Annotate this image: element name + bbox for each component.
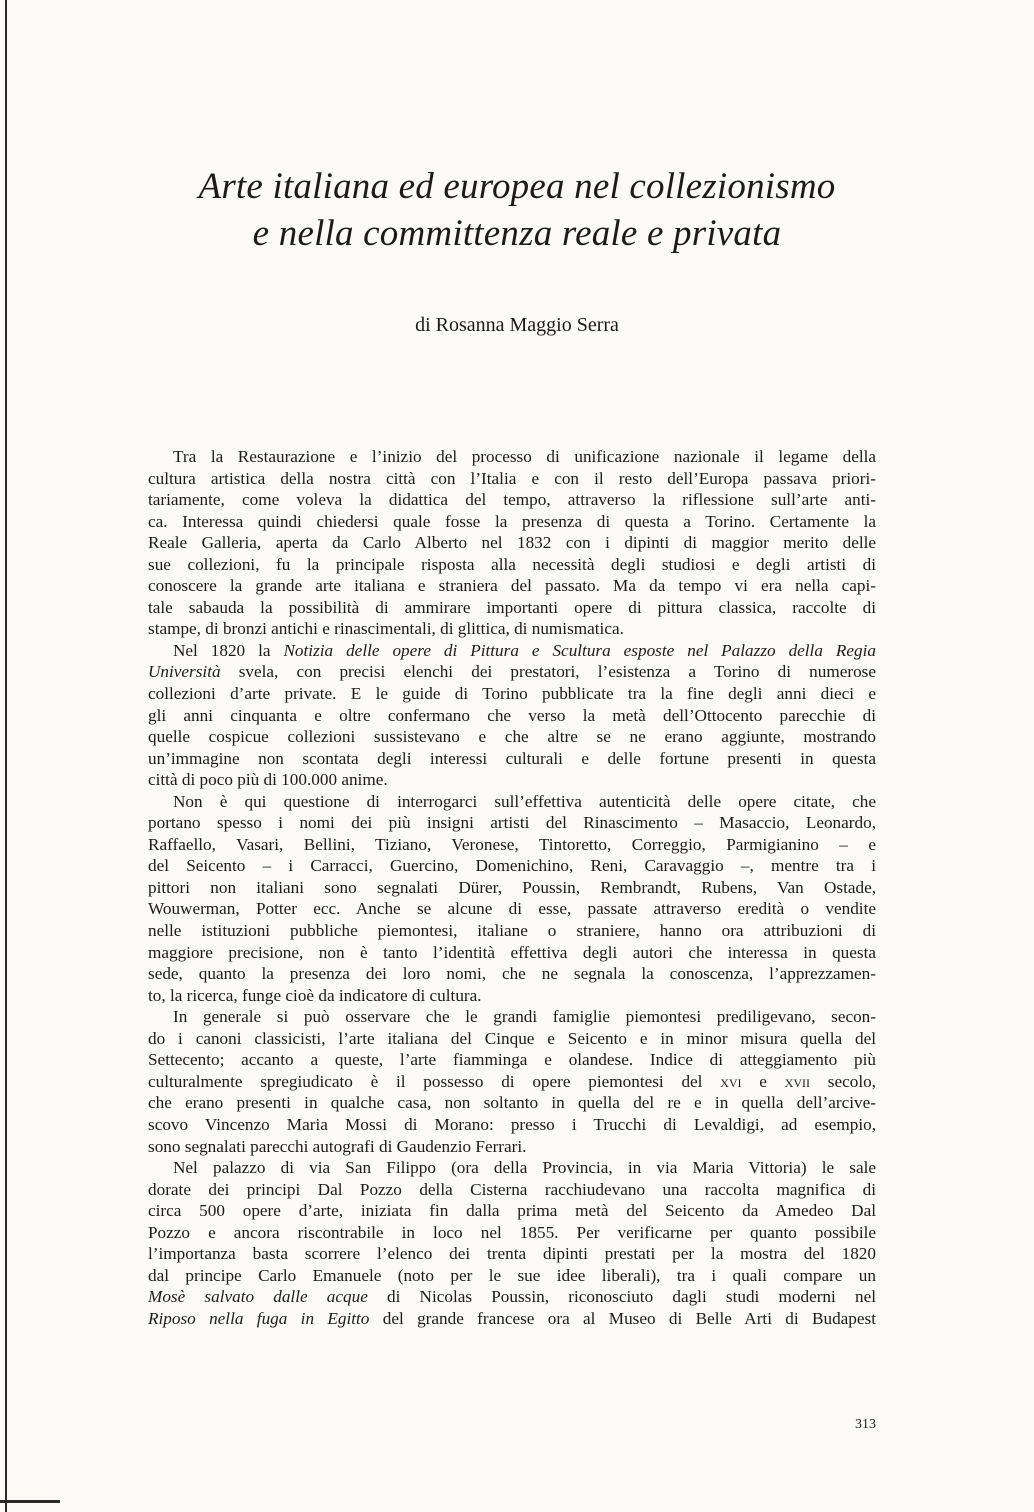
body-line	[148, 1286, 876, 1308]
body-line: portano spesso i nomi dei più insigni artisti del Rinascimento – Masaccio, Leonardo,	[148, 813, 876, 833]
article-body	[148, 446, 876, 1329]
body-line: città di poco più di 100.000 anime.	[148, 770, 388, 790]
body-line: che erano presenti in qualche casa, non soltanto in quella del re e in quella dell’arcive-	[148, 1093, 876, 1113]
body-text-run: culturalmente spregiudicato è il possesso di opere piemontesi del	[148, 1071, 721, 1091]
body-line	[148, 661, 876, 683]
body-line: dal principe Carlo Emanuele (noto per le sue idee liberali), tra i quali compare un	[148, 1265, 876, 1285]
body-line: sono segnalati parecchi autografi di Gaudenzio Ferrari.	[148, 1136, 527, 1156]
body-line: cultura artistica della nostra città con l’Italia e con il resto dell’Europa passava priori-	[148, 468, 876, 488]
body-line: Settecento; accanto a queste, l’arte fiamminga e olandese. Indice di atteggiamento più	[148, 1050, 876, 1070]
body-line: scovo Vincenzo Maria Mossi di Morano: presso i Trucchi di Levaldigi, ad esempio,	[148, 1114, 876, 1134]
body-line: In generale si può osservare che le grandi famiglie piemontesi prediligevano, secon-	[173, 1007, 876, 1027]
body-line: gli anni cinquanta e oltre confermano che verso la metà dell’Ottocento parecchie di	[148, 705, 876, 725]
body-line: nelle istituzioni pubbliche piemontesi, italiane o straniere, hanno ora attribuzioni di	[148, 921, 876, 941]
bottom-edge-mark	[0, 1500, 60, 1503]
body-text-run: Nel 1820 la	[173, 640, 284, 660]
page-binding-edge	[5, 0, 7, 1512]
body-line: sue collezioni, fu la principale risposta alla necessità degli studiosi e degli artisti di	[148, 554, 876, 574]
cited-title: Riposo nella fuga in Egitto	[148, 1308, 370, 1328]
century-numeral: xvi	[720, 1071, 742, 1091]
body-line: dorate dei principi Dal Pozzo della Cisterna racchiudevano una raccolta magnifica di	[148, 1179, 876, 1199]
cited-title: Mosè salvato dalle acque	[148, 1287, 368, 1307]
body-line: tariamente, come voleva la didattica del tempo, attraverso la riflessione sull’arte anti-	[148, 490, 876, 510]
article-title	[100, 163, 934, 257]
title-line-2: e nella committenza reale e privata	[252, 213, 782, 254]
body-line	[148, 1071, 876, 1093]
body-text-run: secolo,	[810, 1071, 876, 1091]
body-line: pittori non italiani sono segnalati Dürer, Poussin, Rembrandt, Rubens, Van Ostade,	[148, 877, 876, 897]
body-line: Wouwerman, Potter ecc. Anche se alcune di esse, passate attraverso eredità o vendite	[148, 899, 876, 919]
body-line: tale sabauda la possibilità di ammirare importanti opere di pittura classica, raccolte di	[148, 597, 876, 617]
body-line: sede, quanto la presenza dei loro nomi, che ne segnala la conoscenza, l’apprezzamen-	[148, 964, 876, 984]
body-line	[148, 1308, 876, 1330]
body-line: del Seicento – i Carracci, Guercino, Domenichino, Reni, Caravaggio –, mentre tra i	[148, 856, 876, 876]
body-line: circa 500 opere d’arte, iniziata fin dalla prima metà del Seicento da Amedeo Dal	[148, 1201, 876, 1221]
body-line: quelle cospicue collezioni sussistevano e che altre se ne erano aggiunte, mostrando	[148, 727, 876, 747]
body-line: collezioni d’arte private. E le guide di Torino pubblicate tra la fine degli anni dieci e	[148, 684, 876, 704]
body-line: Tra la Restaurazione e l’inizio del processo di unificazione nazionale il legame della	[173, 447, 876, 466]
title-line-1: Arte italiana ed europea nel collezionismo	[198, 166, 836, 207]
author-byline: di Rosanna Maggio Serra	[415, 314, 619, 336]
body-line: Raffaello, Vasari, Bellini, Tiziano, Veronese, Tintoretto, Correggio, Parmigianino – e	[148, 834, 876, 854]
body-line: Nel palazzo di via San Filippo (ora della Provincia, in via Maria Vittoria) le sale	[173, 1158, 876, 1178]
body-text-run: del grande francese ora al Museo di Belle Arti di Budapest	[369, 1308, 876, 1328]
body-text-run: e	[741, 1071, 785, 1091]
century-numeral: xvii	[784, 1071, 811, 1091]
body-line: stampe, di bronzi antichi e rinascimentali, di glittica, di numismatica.	[148, 619, 624, 639]
body-line	[148, 640, 876, 662]
body-line: to, la ricerca, funge cioè da indicatore di cultura.	[148, 985, 482, 1005]
body-line: conoscere la grande arte italiana e straniera del passato. Ma da tempo vi era nella capi-	[148, 576, 876, 596]
body-line: do i canoni classicisti, l’arte italiana del Cinque e Seicento e in minor misura quella del	[148, 1028, 876, 1048]
body-text-run: di Nicolas Poussin, riconosciuto dagli studi moderni nel	[367, 1287, 876, 1307]
body-line: un’immagine non scontata degli interessi culturali e delle fortune presenti in questa	[148, 748, 876, 768]
body-text-run: svela, con precisi elenchi dei prestatori, l’esistenza a Torino di numerose	[220, 662, 876, 682]
page-number: 313	[855, 1417, 876, 1432]
body-line: Reale Galleria, aperta da Carlo Alberto nel 1832 con i dipinti di maggior merito delle	[148, 533, 876, 553]
body-line: Non è qui questione di interrogarci sull’effettiva autenticità delle opere citate, che	[173, 791, 876, 811]
body-line: Pozzo e ancora riscontrabile in loco nel 1855. Per verificarne per quanto possibile	[148, 1222, 876, 1242]
cited-title: Università	[148, 662, 221, 682]
body-line: maggiore precisione, non è tanto l’identità effettiva degli autori che interessa in questa	[148, 942, 876, 962]
body-line: l’importanza basta scorrere l’elenco dei trenta dipinti prestati per la mostra del 1820	[148, 1244, 876, 1264]
body-line: ca. Interessa quindi chiedersi quale fosse la presenza di questa a Torino. Certamente la	[148, 511, 876, 531]
cited-title: Notizia delle opere di Pittura e Scultura esposte nel Palazzo della Regia	[283, 640, 876, 660]
